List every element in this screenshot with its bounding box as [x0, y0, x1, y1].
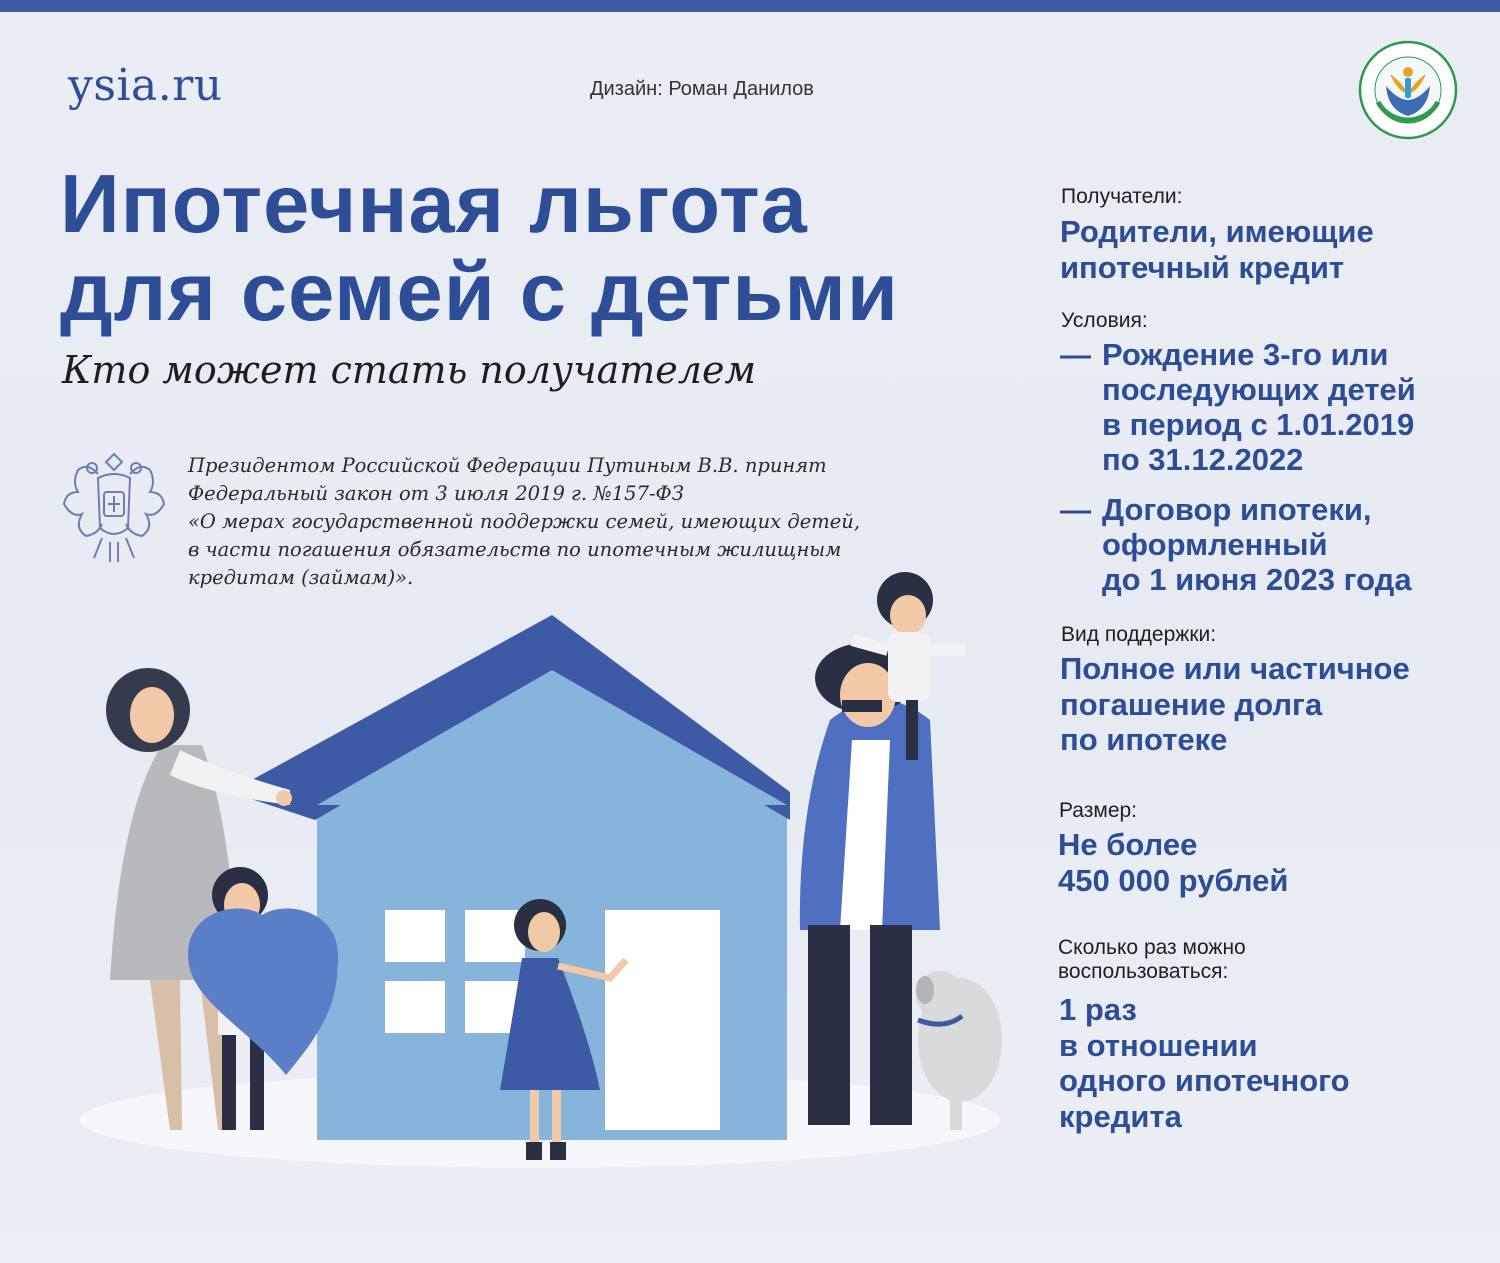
- times-line: кредита: [1059, 1098, 1182, 1134]
- site-name[interactable]: ysia.ru: [68, 60, 223, 111]
- condition-line: Договор ипотеки,: [1102, 492, 1372, 527]
- top-accent-bar: [0, 0, 1500, 12]
- condition-line: последующих детей: [1102, 372, 1416, 407]
- page-subtitle: Кто может стать получателем: [62, 348, 756, 392]
- times-line: одного ипотечного: [1059, 1063, 1350, 1098]
- support-value: [1060, 651, 1410, 758]
- condition-line: до 1 июня 2023 года: [1102, 562, 1412, 597]
- law-line: кредитам (займам)».: [188, 566, 414, 589]
- support-label: Вид поддержки:: [1061, 623, 1217, 646]
- law-line: «О мерах государственной поддержки семей, имеющих детей,: [188, 510, 861, 533]
- condition-dash: —: [1060, 492, 1091, 527]
- law-line: Президентом Российской Федерации Путиным В.В. принят: [188, 454, 827, 477]
- family-house-illustration: [70, 570, 1030, 1260]
- conditions-label: Условия:: [1061, 309, 1148, 332]
- size-label: Размер:: [1059, 799, 1138, 822]
- condition-item: [1060, 337, 1490, 487]
- condition-dash: —: [1060, 337, 1091, 372]
- recipients-value: [1060, 214, 1374, 285]
- size-line: Не более: [1058, 827, 1198, 862]
- law-line: в части погашения обязательств по ипотечным жилищным: [188, 538, 842, 561]
- times-label-line: Сколько раз можно: [1058, 936, 1246, 959]
- title-line: Ипотечная льгота: [60, 157, 808, 250]
- recipients-line: Родители, имеющие: [1060, 214, 1374, 249]
- support-line: Полное или частичное: [1060, 651, 1410, 686]
- law-line: Федеральный закон от 3 июля 2019 г. №157-ФЗ: [188, 482, 684, 505]
- condition-item: [1060, 492, 1490, 602]
- recipients-line: ипотечный кредит: [1060, 249, 1345, 285]
- times-line: 1 раз: [1059, 992, 1137, 1027]
- title-line: для семей с детьми: [60, 245, 899, 338]
- ministry-logo-icon: [1358, 40, 1458, 140]
- condition-text: [1102, 337, 1416, 477]
- times-label: [1058, 936, 1246, 984]
- design-credit: Дизайн: Роман Данилов: [590, 78, 814, 100]
- coat-of-arms-icon: [58, 448, 170, 568]
- support-line: по ипотеке: [1060, 722, 1228, 757]
- size-value: [1058, 827, 1288, 898]
- times-label-line: воспользоваться:: [1058, 960, 1229, 983]
- condition-line: в период с 1.01.2019: [1102, 407, 1415, 442]
- condition-line: по 31.12.2022: [1102, 442, 1304, 477]
- condition-text: [1102, 492, 1412, 597]
- recipients-label: Получатели:: [1061, 185, 1183, 208]
- condition-line: Рождение 3-го или: [1102, 337, 1389, 372]
- size-line: 450 000 рублей: [1058, 862, 1289, 898]
- times-line: в отношении: [1059, 1027, 1258, 1063]
- support-line: погашение долга: [1060, 686, 1323, 722]
- condition-line: оформленный: [1102, 527, 1328, 562]
- page-title: [60, 157, 1000, 338]
- times-value: [1059, 992, 1350, 1134]
